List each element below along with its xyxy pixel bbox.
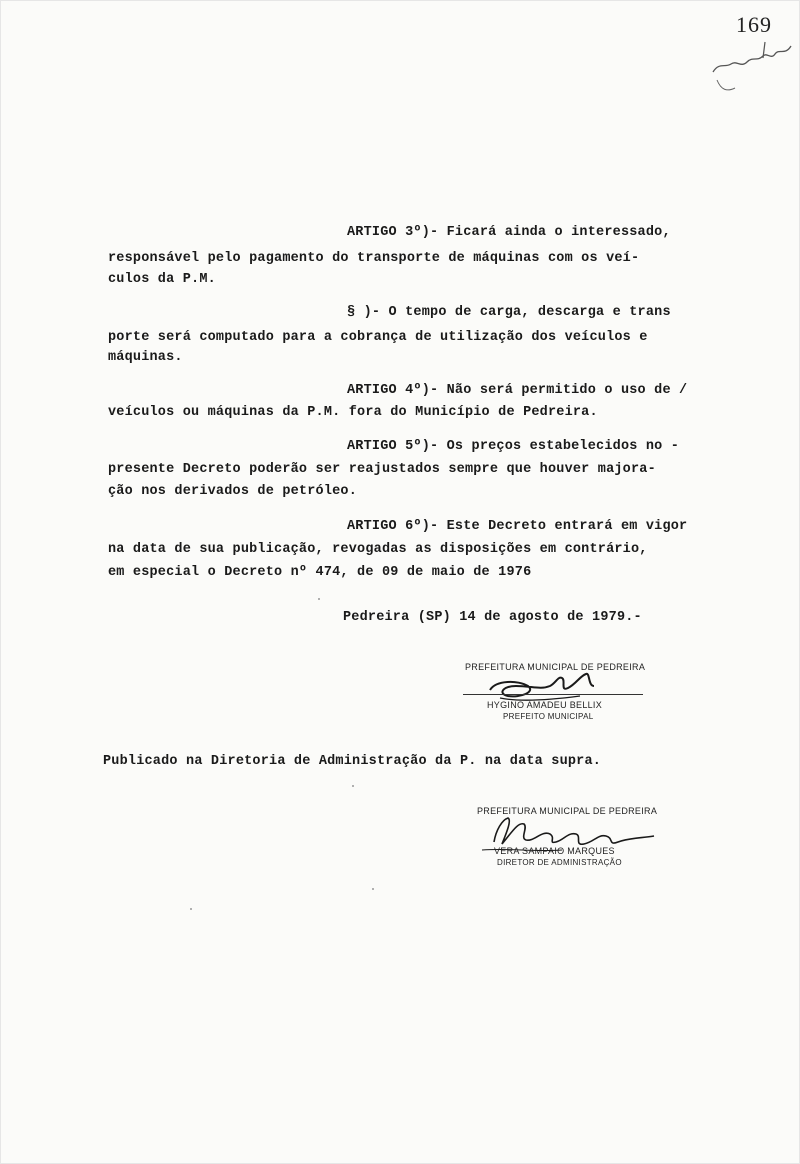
mayor-title: PREFEITO MUNICIPAL	[503, 712, 594, 721]
article-4-line-2: veículos ou máquinas da P.M. fora do Município de Pedreira.	[108, 405, 598, 420]
scan-speck	[352, 785, 354, 787]
mayor-stamp-office: PREFEITURA MUNICIPAL DE PEDREIRA	[465, 662, 646, 672]
article-6-line-2: na data de sua publicação, revogadas as disposições em contrário,	[108, 542, 648, 557]
scan-speck	[372, 888, 374, 890]
article-3-line-1: ARTIGO 3º)- Ficará ainda o interessado,	[347, 225, 671, 240]
article-6-line-1: ARTIGO 6º)- Este Decreto entrará em vigor	[347, 519, 688, 534]
mayor-signature-line	[463, 694, 643, 695]
article-3-line-3: culos da P.M.	[108, 272, 216, 287]
paragraph-line-1: § )- O tempo de carga, descarga e trans	[347, 305, 671, 320]
article-5-line-3: ção nos derivados de petróleo.	[108, 484, 358, 499]
page-number: 169	[736, 12, 772, 37]
article-5-line-1: ARTIGO 5º)- Os preços estabelecidos no -	[347, 439, 680, 454]
article-5-line-2: presente Decreto poderão ser reajustados sempre que houver majora-	[108, 462, 656, 477]
mayor-name: HYGINO AMADEU BELLIX	[487, 700, 603, 710]
handwritten-rubric-mark	[705, 38, 795, 98]
paragraph-line-3: máquinas.	[108, 350, 183, 365]
publication-line: Publicado na Diretoria de Administração da P. na data supra.	[103, 754, 602, 769]
director-stamp-office: PREFEITURA MUNICIPAL DE PEDREIRA	[477, 806, 658, 816]
article-6-line-3: em especial o Decreto nº 474, de 09 de maio de 1976	[108, 565, 532, 580]
place-date-line: Pedreira (SP) 14 de agosto de 1979.-	[343, 610, 642, 625]
director-title: DIRETOR DE ADMINISTRAÇÃO	[497, 858, 622, 867]
article-4-line-1: ARTIGO 4º)- Não será permitido o uso de /	[347, 383, 688, 398]
paragraph-line-2: porte será computado para a cobrança de utilização dos veículos e	[108, 330, 648, 345]
scan-speck	[318, 598, 320, 600]
director-name: VERA SAMPAIO MARQUES	[494, 846, 615, 856]
article-3-line-2: responsável pelo pagamento do transporte de máquinas com os veí-	[108, 251, 640, 266]
scan-speck	[190, 908, 192, 910]
